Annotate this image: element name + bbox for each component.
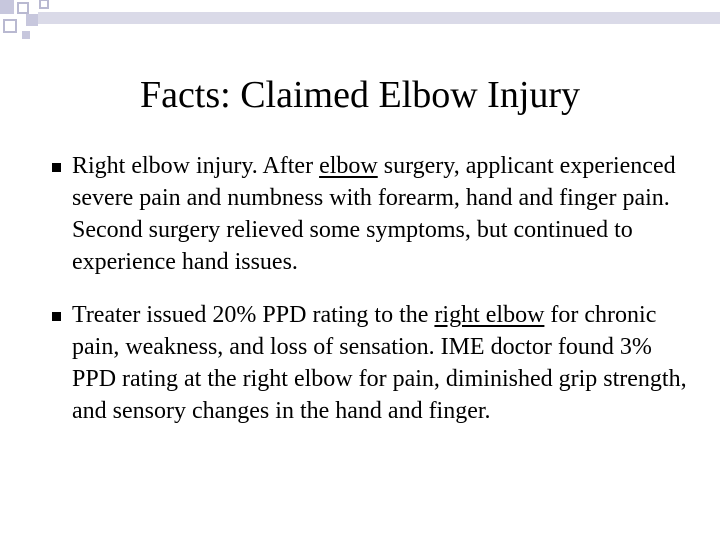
decor-square-4: [4, 20, 16, 32]
decor-square-5: [22, 31, 30, 39]
bullet-1-underlined-term: elbow: [319, 153, 378, 179]
header-decoration: [0, 0, 720, 60]
bullet-1-text-start: Right elbow injury. After: [72, 153, 320, 179]
square-bullet-icon: [52, 312, 61, 321]
decor-square-2: [18, 3, 28, 13]
decor-square-3: [26, 14, 38, 26]
bullet-1-text-end: surgery, applicant experienced severe pain and numbness with forearm, hand and finger pain. Second surgery relieved some symptoms, but continued to experience hand issues.: [72, 153, 676, 275]
bullet-2-text-end: for chronic pain, weakness, and loss of sensation. IME doctor found 3% PPD rating at the right elbow for pain, diminished grip strength, and sensory changes in the hand and finger.: [72, 302, 687, 424]
slide-title: Facts: Claimed Elbow Injury: [139, 74, 581, 116]
bullet-item-2: [52, 299, 692, 427]
bullet-2-text-start: Treater issued 20% PPD rating to the: [72, 302, 435, 328]
bullet-list: [52, 150, 692, 448]
bullet-2-underlined-term: right elbow: [434, 302, 545, 328]
decor-square-1: [0, 0, 14, 14]
bullet-item-1: [52, 150, 692, 278]
decor-square-6: [40, 0, 48, 8]
decor-band: [38, 12, 720, 24]
square-bullet-icon: [52, 163, 61, 172]
